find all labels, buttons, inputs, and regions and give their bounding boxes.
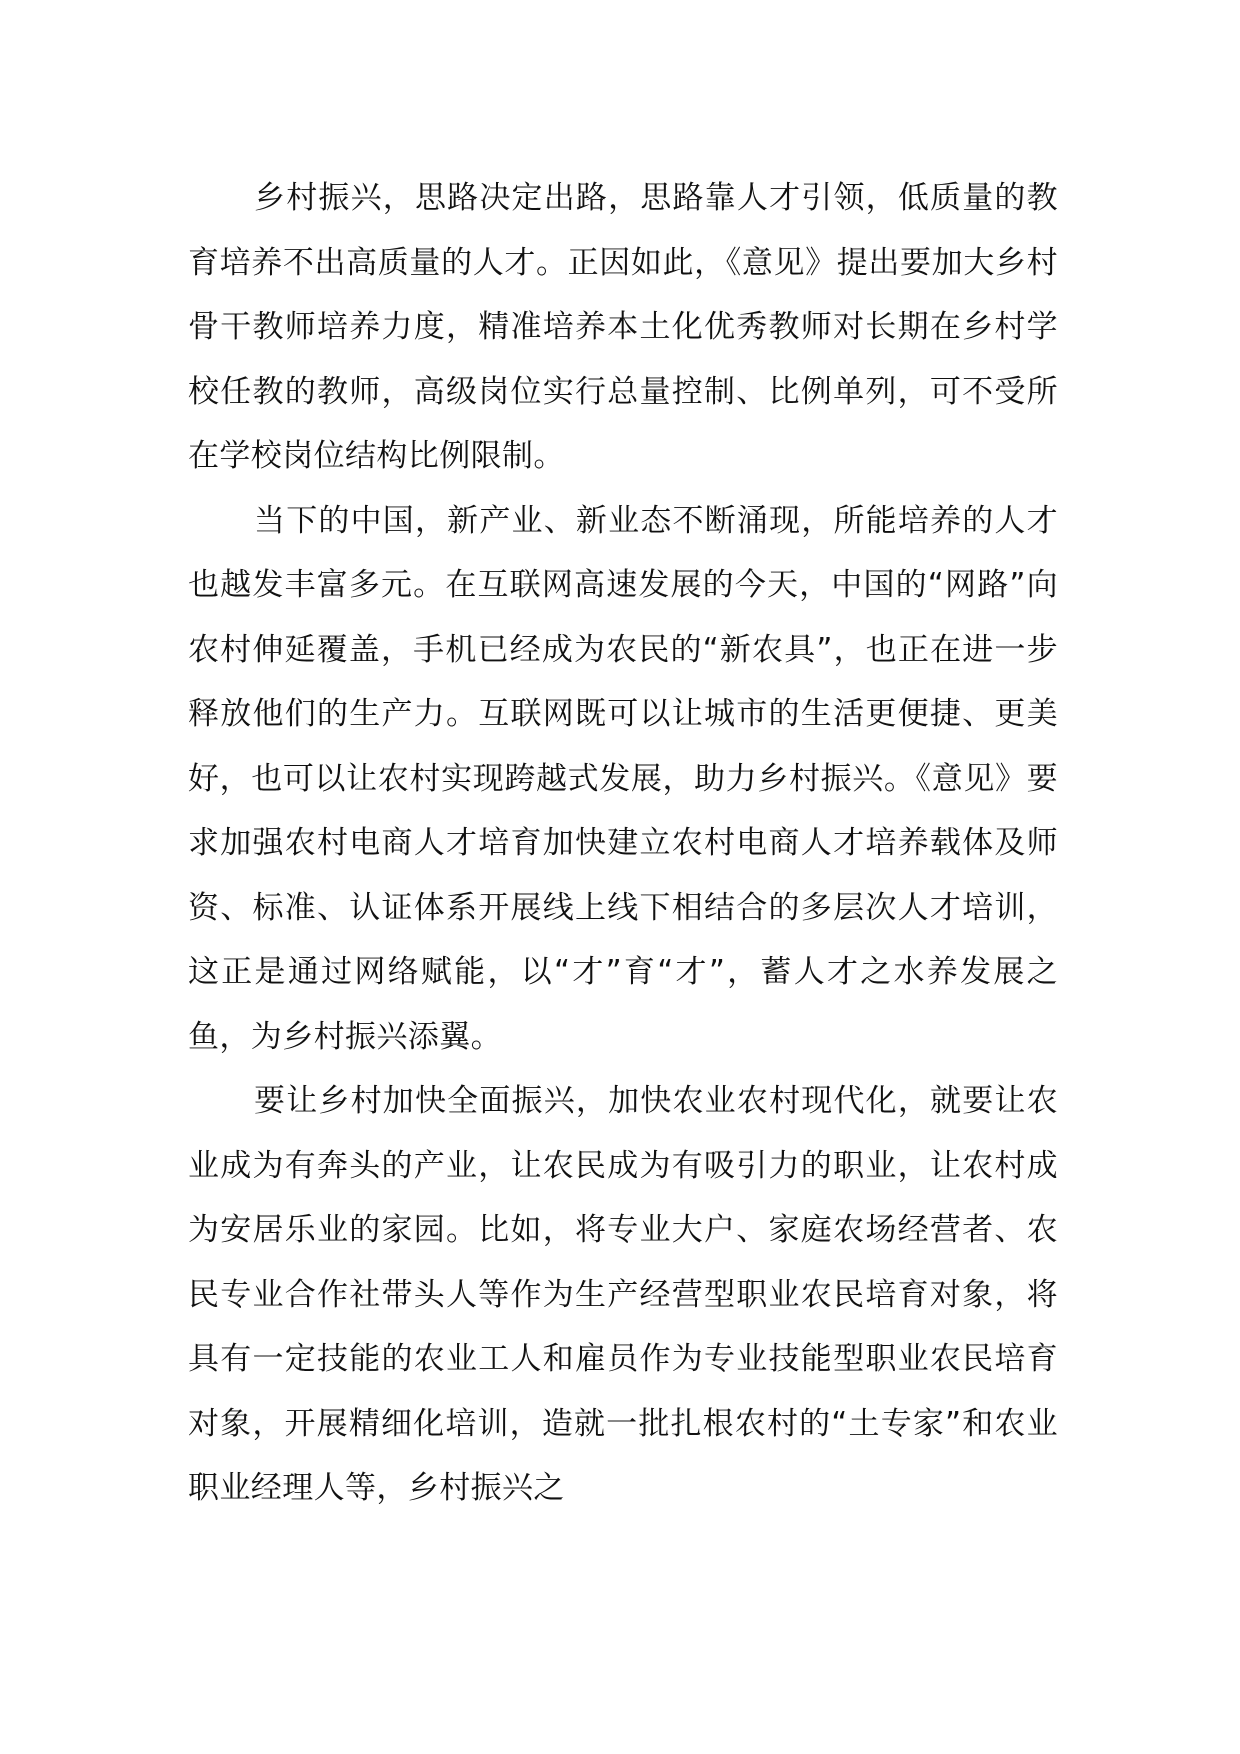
paragraph-2: 当下的中国，新产业、新业态不断涌现，所能培养的人才也越发丰富多元。在互联网高速发展的今天，中国的“网路”向农村伸延覆盖，手机已经成为农民的“新农具”，也正在进一步释放他们的生产力。互联网既可以让城市的生活更便捷、更美好，也可以让农村实现跨越式发展，助力乡村振兴。《意见》要求加强农村电商人才培育加快建立农村电商人才培养载体及师资、标准、认证体系开展线上线下相结合的多层次人才培训，这正是通过网络赋能，以“才”育“才”，蓄人才之水养发展之鱼，为乡村振兴添翼。 [188, 502, 1058, 1055]
paragraph-1: 乡村振兴，思路决定出路，思路靠人才引领，低质量的教育培养不出高质量的人才。正因如此，《意见》提出要加大乡村骨干教师培养力度，精准培养本土化优秀教师对长期在乡村学校任教的教师，高级岗位实行总量控制、比例单列，可不受所在学校岗位结构比例限制。 [188, 180, 1058, 474]
document-page [188, 166, 1058, 1521]
paragraph-3: 要让乡村加快全面振兴，加快农业农村现代化，就要让农业成为有奔头的产业，让农民成为有吸引力的职业，让农村成为安居乐业的家园。比如，将专业大户、家庭农场经营者、农民专业合作社带头人等作为生产经营型职业农民培育对象，将具有一定技能的农业工人和雇员作为专业技能型职业农民培育对象，开展精细化培训，造就一批扎根农村的“土专家”和农业职业经理人等，乡村振兴之 [188, 1083, 1058, 1506]
